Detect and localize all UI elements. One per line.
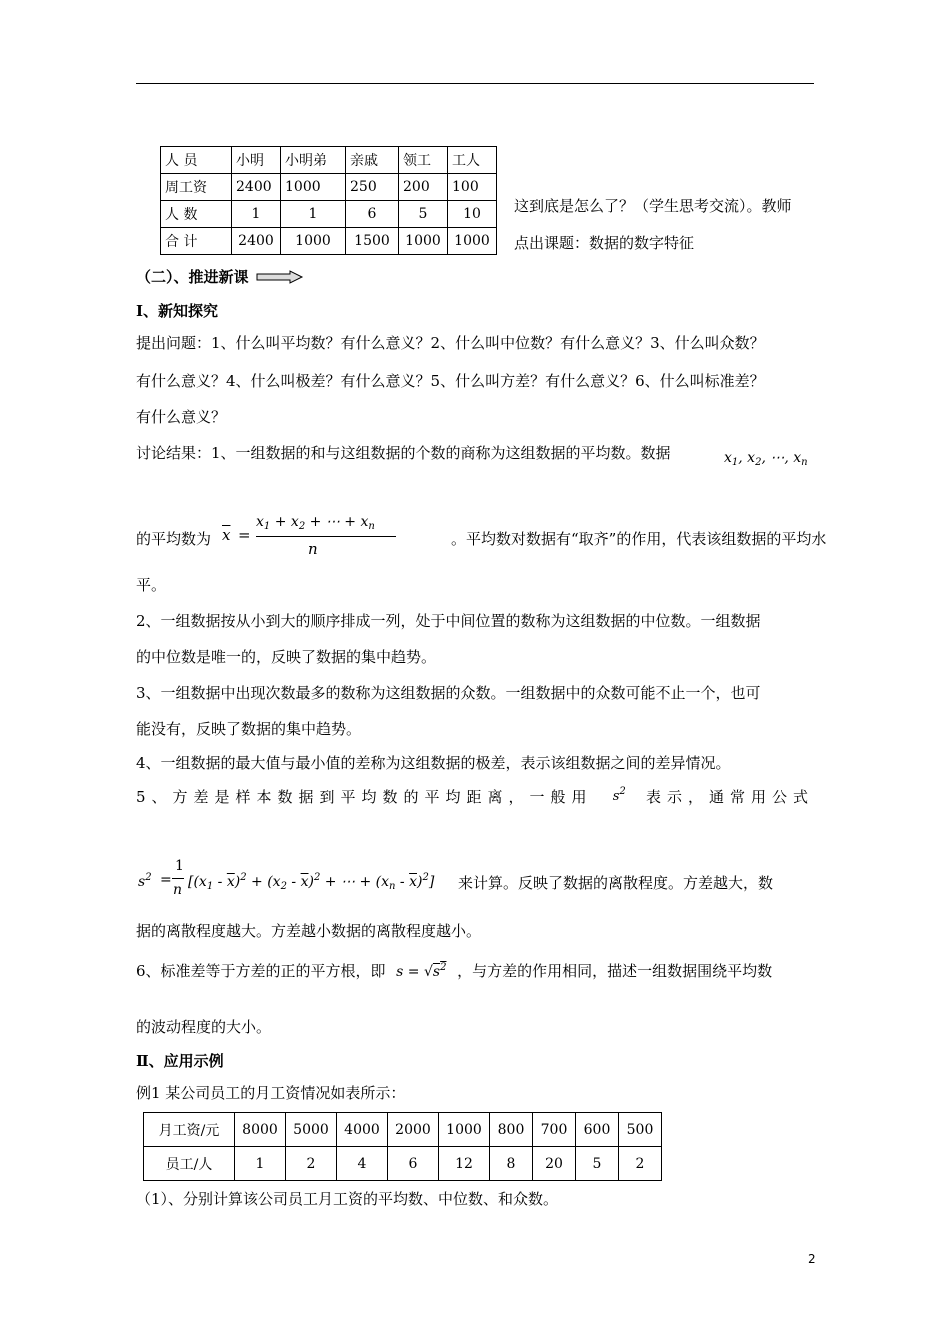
part2-title: Ⅱ、应用示例 bbox=[136, 1052, 224, 1070]
table-cell: 亲戚 bbox=[346, 147, 399, 174]
table-cell: 12 bbox=[439, 1147, 490, 1181]
table-cell: 4000 bbox=[337, 1113, 388, 1147]
table-cell: 4 bbox=[337, 1147, 388, 1181]
median-line-2: 的中位数是唯一的，反映了数据的集中趋势。 bbox=[136, 648, 437, 666]
table-cell: 周工资 bbox=[161, 174, 232, 201]
table-cell: 2400 bbox=[232, 174, 281, 201]
variance-line-1: 5、方差是样本数据到平均数的平均距离，一般用 $s^2$ 表示，通常用公式 bbox=[136, 786, 814, 806]
table-cell: 1000 bbox=[281, 228, 346, 255]
table-row bbox=[161, 147, 497, 174]
table-row bbox=[161, 174, 497, 201]
table-cell: 600 bbox=[576, 1113, 619, 1147]
questions-line-2: 有什么意义？4、什么叫极差？有什么意义？5、什么叫方差？有什么意义？6、什么叫标准差？ bbox=[136, 372, 765, 390]
page-number: 2 bbox=[808, 1252, 816, 1266]
intro-text-1: 这到底是怎么了？（学生思考交流）。教师 bbox=[514, 197, 792, 215]
table-cell: 人 员 bbox=[161, 147, 232, 174]
table-cell: 200 bbox=[399, 174, 448, 201]
table-row bbox=[144, 1113, 662, 1147]
table-cell: 月工资/元 bbox=[144, 1113, 235, 1147]
arrow-icon bbox=[256, 270, 304, 284]
table-cell: 1 bbox=[281, 201, 346, 228]
intro-text-2: 点出课题：数据的数字特征 bbox=[514, 234, 695, 252]
table-cell: 6 bbox=[388, 1147, 439, 1181]
table-cell: 2 bbox=[286, 1147, 337, 1181]
table-row bbox=[144, 1147, 662, 1181]
section-title: （二）、推进新课 bbox=[136, 266, 304, 287]
table-cell: 20 bbox=[533, 1147, 576, 1181]
range-line: 4、一组数据的最大值与最小值的差称为这组数据的极差，表示该组数据之间的差异情况。 bbox=[136, 754, 731, 772]
table-row bbox=[161, 201, 497, 228]
table-cell: 700 bbox=[533, 1113, 576, 1147]
table-cell: 领工 bbox=[399, 147, 448, 174]
part1-title: Ⅰ、新知探究 bbox=[136, 302, 219, 320]
table-cell: 工人 bbox=[448, 147, 497, 174]
result-line-2: 的平均数为 。平均数对数据有“取齐”的作用，代表该组数据的平均水 bbox=[136, 530, 827, 548]
table-cell: 10 bbox=[448, 201, 497, 228]
table-cell: 2000 bbox=[388, 1113, 439, 1147]
mode-line-2: 能没有，反映了数据的集中趋势。 bbox=[136, 720, 362, 738]
table-cell: 1500 bbox=[346, 228, 399, 255]
wage-table-2 bbox=[143, 1112, 662, 1181]
table-cell: 员工/人 bbox=[144, 1147, 235, 1181]
table-cell: 1 bbox=[232, 201, 281, 228]
variance-line-3: 据的离散程度越大。方差越小数据的离散程度越小。 bbox=[136, 922, 482, 940]
mode-line-1: 3、一组数据中出现次数最多的数称为这组数据的众数。一组数据中的众数可能不止一个，也可 bbox=[136, 684, 761, 702]
table-cell: 5 bbox=[576, 1147, 619, 1181]
table-cell: 1 bbox=[235, 1147, 286, 1181]
median-line-1: 2、一组数据按从小到大的顺序排成一列，处于中间位置的数称为这组数据的中位数。一组数据 bbox=[136, 612, 761, 630]
question-1-text: （1）、分别计算该公司员工月工资的平均数、中位数、和众数。 bbox=[136, 1190, 559, 1208]
questions-line-3: 有什么意义？ bbox=[136, 408, 227, 426]
table-cell: 小明 bbox=[232, 147, 281, 174]
table-cell: 人 数 bbox=[161, 201, 232, 228]
table-cell: 合 计 bbox=[161, 228, 232, 255]
data-sequence-formula: $x_1$, $x_2$, ⋯, $x_n$ bbox=[724, 450, 808, 468]
table-cell: 250 bbox=[346, 174, 399, 201]
wage-table-1 bbox=[160, 146, 497, 255]
table-cell: 5000 bbox=[286, 1113, 337, 1147]
table-cell: 8 bbox=[490, 1147, 533, 1181]
table-cell: 1000 bbox=[399, 228, 448, 255]
table-cell: 2400 bbox=[232, 228, 281, 255]
example-1-text: 例1 某公司员工的月工资情况如表所示： bbox=[136, 1084, 406, 1102]
table-cell: 5 bbox=[399, 201, 448, 228]
table-cell: 6 bbox=[346, 201, 399, 228]
table-row bbox=[161, 228, 497, 255]
table-cell: 800 bbox=[490, 1113, 533, 1147]
table-cell: 500 bbox=[619, 1113, 662, 1147]
result-line-3: 平。 bbox=[136, 576, 167, 594]
variance-line-2: 来计算。反映了数据的离散程度。方差越大，数 bbox=[458, 874, 774, 892]
table-cell: 小明弟 bbox=[281, 147, 346, 174]
table-cell: 1000 bbox=[448, 228, 497, 255]
std-line-2: 的波动程度的大小。 bbox=[136, 1018, 272, 1036]
header-rule bbox=[136, 83, 814, 84]
table-cell: 8000 bbox=[235, 1113, 286, 1147]
result-line-1: 讨论结果：1、一组数据的和与这组数据的个数的商称为这组数据的平均数。数据 bbox=[136, 444, 671, 462]
std-line-1: 6、标准差等于方差的正的平方根，即 $s = √s^2$ ，与方差的作用相同，描述一组数据围绕平均数 bbox=[136, 962, 773, 980]
table-cell: 1000 bbox=[281, 174, 346, 201]
table-cell: 100 bbox=[448, 174, 497, 201]
table-cell: 2 bbox=[619, 1147, 662, 1181]
questions-line-1: 提出问题：1、什么叫平均数？有什么意义？2、什么叫中位数？有什么意义？3、什么叫众数？ bbox=[136, 334, 765, 352]
table-cell: 1000 bbox=[439, 1113, 490, 1147]
